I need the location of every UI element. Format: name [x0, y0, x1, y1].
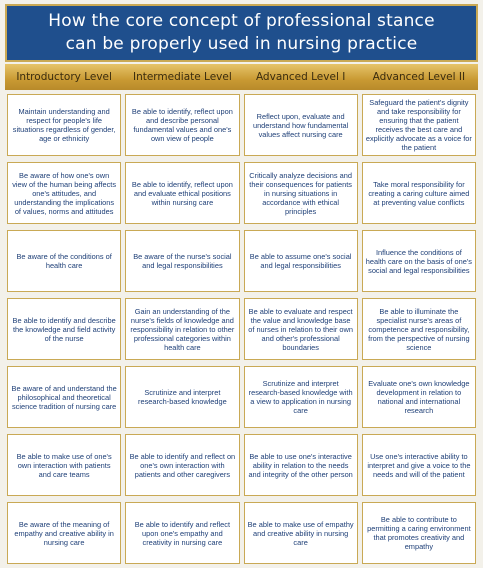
grid-cell: Scrutinize and interpret research-based knowledge with a view to application in nursing care — [244, 366, 358, 428]
level-header-introductory: Introductory Level — [16, 71, 112, 83]
grid-cell: Be aware of the meaning of empathy and creative ability in nursing care — [7, 502, 121, 564]
grid-cell: Be aware of the conditions of health care — [7, 230, 121, 292]
grid-cell: Be able to identify, reflect upon and evaluate ethical positions within nursing care — [125, 162, 239, 224]
grid-cell: Influence the conditions of health care on the basis of one's social and legal responsibilities — [362, 230, 476, 292]
title-line-2: can be properly used in nursing practice — [65, 34, 418, 54]
grid-cell: Be able to make use of empathy and creative ability in nursing care — [244, 502, 358, 564]
grid-cell: Evaluate one's own knowledge development in relation to national and international research — [362, 366, 476, 428]
grid-cell: Be aware of and understand the philosophical and theoretical science tradition of nursing care — [7, 366, 121, 428]
grid-cell: Be able to identify and reflect on one's own interaction with patients and other caregivers — [125, 434, 239, 496]
grid-cell: Be able to identify and reflect upon one's empathy and creativity in nursing care — [125, 502, 239, 564]
grid-cell: Be able to use one's interactive ability in relation to the needs and integrity of the other person — [244, 434, 358, 496]
level-header-intermediate: Intermediate Level — [132, 71, 232, 83]
title-banner — [5, 4, 478, 62]
grid-cell: Be able to illuminate the specialist nurse's areas of competence and responsibility, from the perspective of nursing science — [362, 298, 476, 360]
grid-cell: Be aware of the nurse's social and legal responsibilities — [125, 230, 239, 292]
grid-cell: Be able to make use of one's own interaction with patients and care teams — [7, 434, 121, 496]
grid-cell: Use one's interactive ability to interpret and give a voice to the needs and will of the patient — [362, 434, 476, 496]
competence-grid — [5, 92, 478, 564]
grid-cell: Maintain understanding and respect for people's life situations regardless of gender, age or ethnicity — [7, 94, 121, 156]
grid-cell: Take moral responsibility for creating a caring culture aimed at preventing value conflicts — [362, 162, 476, 224]
grid-cell: Be able to identify and describe the knowledge and field activity of the nurse — [7, 298, 121, 360]
grid-cell: Safeguard the patient's dignity and take responsibility for ensuring that the patient receives the best care and explicitly advocate as a voice for the patient — [362, 94, 476, 156]
grid-cell: Scrutinize and interpret research-based knowledge — [125, 366, 239, 428]
title-line-1: How the core concept of professional stance — [48, 11, 435, 31]
level-header-advanced-2: Advanced Level II — [372, 71, 466, 83]
grid-cell: Gain an understanding of the nurse's fields of knowledge and responsibility in relation to other professional categories within health care — [125, 298, 239, 360]
grid-cell: Be able to contribute to permitting a caring environment that promotes creativity and empathy — [362, 502, 476, 564]
grid-cell: Reflect upon, evaluate and understand how fundamental values affect nursing care — [244, 94, 358, 156]
grid-cell: Be able to assume one's social and legal responsibilities — [244, 230, 358, 292]
level-header-advanced-1: Advanced Level I — [255, 71, 346, 83]
grid-cell: Be able to evaluate and respect the value and knowledge base of nurses in relation to their own and other's professional boundaries — [244, 298, 358, 360]
grid-cell: Critically analyze decisions and their consequences for patients in nursing situations in accordance with ethical principles — [244, 162, 358, 224]
level-header-row — [5, 64, 478, 90]
grid-cell: Be aware of how one's own view of the human being affects one's attitudes, and understanding the implications of values, norms and attitudes — [7, 162, 121, 224]
grid-cell: Be able to identify, reflect upon and describe personal fundamental values and one's own view of people — [125, 94, 239, 156]
